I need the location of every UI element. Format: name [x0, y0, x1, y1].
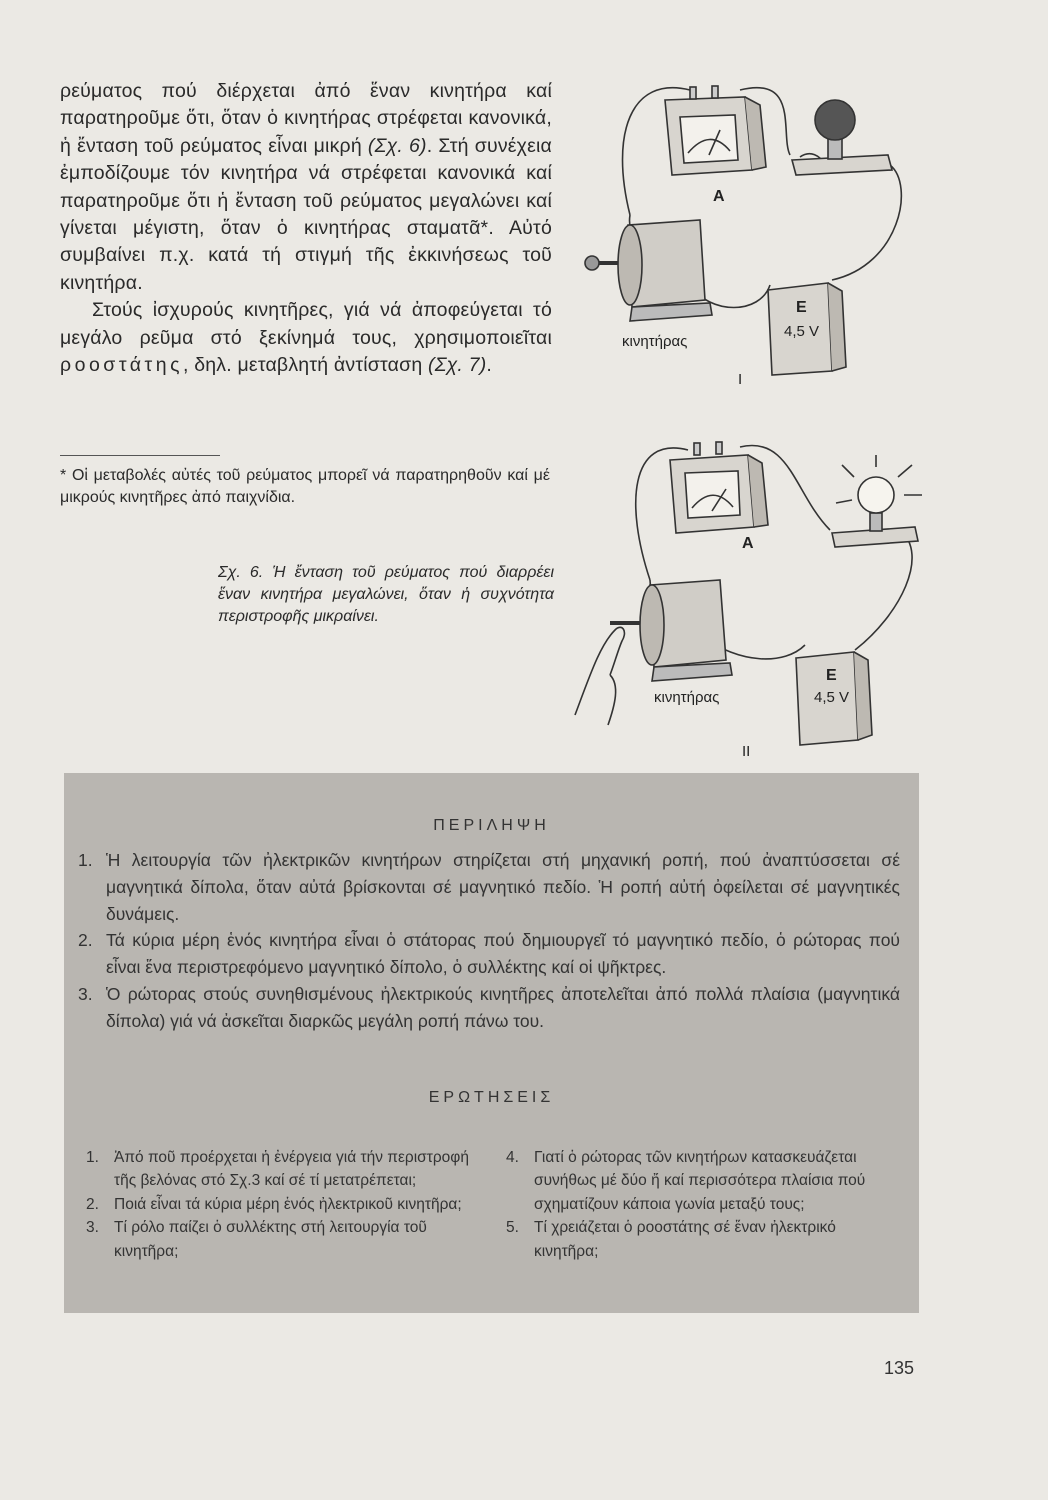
footnote: * Οἱ μεταβολές αὐτές τοῦ ρεύματος μπορεῖ νά παρατηρηθοῦν καί μέ μικρούς κινητῆρες ἀπό παιχνίδια. — [60, 467, 550, 506]
summary-item: 2. Τά κύρια μέρη ἑνός κινητήρα εἶναι ὁ στάτορας πού δημιουργεῖ τό μαγνητικό πεδίο, ὁ ρώτορας πού εἶναι ἕνα περιστρεφόμενο μαγνητικό δίπολο, ὁ συλλέκτης καί οἱ ψῆκτρες. — [78, 930, 900, 978]
figure-caption: Σχ. 6. Ἡ ἔνταση τοῦ ρεύματος πού διαρρέει ἕναν κινητήρα μεγαλώνει, ὅταν ἡ συχνότητα περιστροφῆς μικραίνει. — [218, 564, 554, 625]
question-item: 4. Γιατί ὁ ρώτορας τῶν κινητήρων κατασκευάζεται συνήθως μέ δύο ἤ καί περισσότερα πλαίσια πού σχηματίζουν κάποια γωνία μεταξύ τους; — [506, 1149, 866, 1213]
question-item: 2. Ποιά εἶναι τά κύρια μέρη ἑνός ἠλεκτρικοῦ κινητῆρα; — [86, 1195, 462, 1213]
battery-voltage-bottom: 4,5 V — [814, 689, 850, 706]
paragraph-2: Στούς ἰσχυρούς κινητῆρες, γιά νά ἀποφεύγεται τό μεγάλο ρεῦμα στό ξεκίνημά τους, χρησιμοποιεῖται ροοστάτης, δηλ. μεταβλητή ἀντίσταση (Σχ. 7). — [60, 299, 552, 377]
question-item: 1. Ἀπό ποῦ προέρχεται ἡ ἐνέργεια γιά τήν περιστροφή τῆς βελόνας στό Σχ.3 καί σέ τί μετατρέπεται; — [86, 1149, 469, 1190]
battery-label-top: Ε — [796, 299, 807, 316]
question-item: 3. Τί ρόλο παίζει ὁ συλλέκτης στή λειτουργία τοῦ κινητῆρα; — [86, 1219, 427, 1260]
summary-item: 1. Ἡ λειτουργία τῶν ἠλεκτρικῶν κινητήρων στηρίζεται στή μηχανική ροπή, πού ἀναπτύσσεται σέ μαγνητικά δίπολα, ὅταν αὐτά βρίσκονται σέ μαγνητικό πεδίο. Ἡ ροπή αὐτή ὀφείλεται σέ μαγνητικές δυνάμεις. — [78, 850, 900, 924]
page-number: 135 — [884, 1358, 915, 1378]
summary-title: ΠΕΡΙΛΗΨΗ — [433, 817, 550, 834]
battery-voltage-top: 4,5 V — [784, 323, 820, 340]
figure-mark-top: I — [738, 371, 743, 388]
questions-title: ΕΡΩΤΗΣΕΙΣ — [428, 1089, 555, 1106]
main-text — [60, 78, 552, 379]
figure-reference: (Σχ. 7) — [428, 354, 487, 377]
summary-item: 3. Ὁ ρώτορας στούς συνηθισμένους ἠλεκτρικούς κινητῆρες ἀποτελεῖται ἀπό πολλά πλαίσια (μαγνητικά δίπολα) γιά νά ἀσκεῖται διαρκῶς μεγάλη ροπή πάνω του. — [78, 983, 900, 1031]
paragraph-1: ρεύματος πού διέρχεται ἀπό ἕναν κινητήρα καί παρατηροῦμε ὅτι, ὅταν ὁ κινητήρας στρέφεται κανονικά, ἡ ἔνταση τοῦ ρεύματος εἶναι μικρή (Σχ. 6). Στή συνέχεια ἐμποδίζουμε τόν κινητήρα νά στρέφεται κανονικά καί παρατηροῦμε ὅτι ἡ ἔνταση τοῦ ρεύματος μεγαλώνει καί γίνεται μέγιστη, ὅταν ὁ κινητήρας σταματᾶ*. Αὐτό συμβαίνει π.χ. κατά τή στιγμή τῆς ἐκκινήσεως τοῦ κινητήρα. — [60, 80, 552, 294]
motor-label-top: κινητήρας — [622, 333, 688, 350]
question-item: 5. Τί χρειάζεται ὁ ροοστάτης σέ ἕναν ἠλεκτρικό κινητῆρα; — [506, 1219, 836, 1260]
questions-left-column — [86, 1146, 486, 1263]
circuit-illustration — [570, 75, 930, 775]
term-rheostat: ροοστάτης — [60, 354, 183, 377]
ammeter-label-bottom: Α — [742, 535, 754, 552]
figure-reference: (Σχ. 6) — [367, 134, 427, 157]
summary-box — [64, 773, 919, 1313]
motor-label-bottom: κινητήρας — [654, 689, 720, 706]
ammeter-label-top: Α — [713, 188, 725, 205]
circuit-figure — [570, 75, 930, 775]
questions-right-column — [506, 1146, 904, 1263]
summary-list — [78, 847, 900, 1035]
battery-label-bottom: Ε — [826, 667, 837, 684]
footnote-divider — [60, 455, 220, 456]
figure-mark-bottom: II — [742, 743, 751, 760]
